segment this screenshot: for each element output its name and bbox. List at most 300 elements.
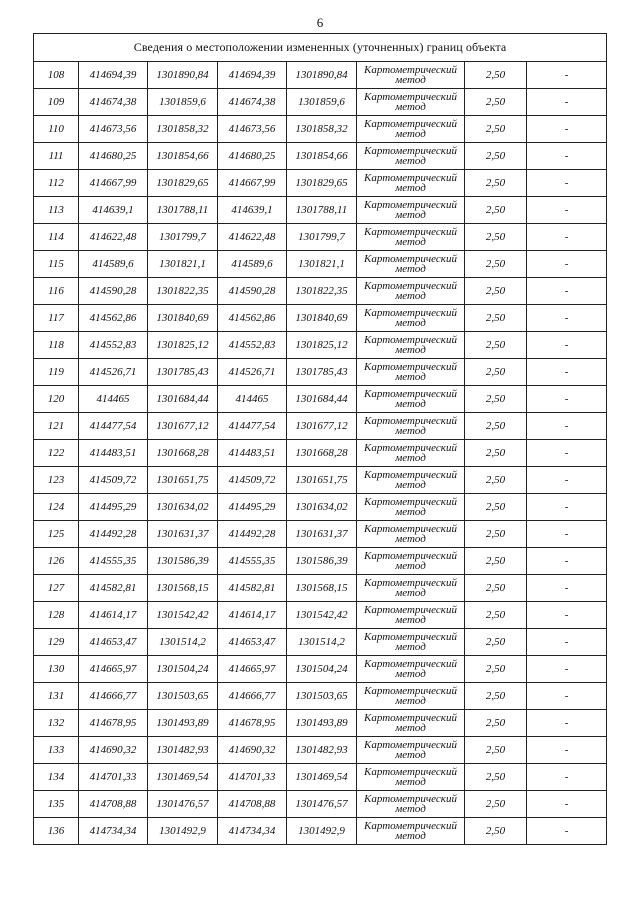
- accuracy-cell: 2,50: [465, 656, 527, 683]
- table-row: [34, 278, 607, 305]
- accuracy-cell: 2,50: [465, 629, 527, 656]
- accuracy-cell: 2,50: [465, 791, 527, 818]
- point-number-cell: 124: [34, 494, 79, 521]
- existing-y-cell: 1301469,54: [148, 764, 218, 791]
- method-cell: [357, 710, 465, 737]
- refined-x-cell: 414674,38: [218, 89, 287, 116]
- note-cell: -: [527, 818, 607, 845]
- existing-x-cell: 414622,48: [79, 224, 148, 251]
- method-cell: [357, 62, 465, 89]
- refined-y-cell: 1301788,11: [287, 197, 357, 224]
- point-number-cell: 126: [34, 548, 79, 575]
- existing-x-cell: 414465: [79, 386, 148, 413]
- existing-x-cell: 414673,56: [79, 116, 148, 143]
- method-cell: [357, 440, 465, 467]
- point-number-cell: 130: [34, 656, 79, 683]
- method-cell: [357, 143, 465, 170]
- existing-x-cell: 414590,28: [79, 278, 148, 305]
- note-cell: -: [527, 602, 607, 629]
- accuracy-cell: 2,50: [465, 413, 527, 440]
- table-row: [34, 332, 607, 359]
- method-cell: [357, 197, 465, 224]
- accuracy-cell: 2,50: [465, 467, 527, 494]
- refined-x-cell: 414492,28: [218, 521, 287, 548]
- refined-y-cell: 1301503,65: [287, 683, 357, 710]
- refined-x-cell: 414589,6: [218, 251, 287, 278]
- note-cell: -: [527, 143, 607, 170]
- existing-y-cell: 1301514,2: [148, 629, 218, 656]
- refined-y-cell: 1301840,69: [287, 305, 357, 332]
- existing-x-cell: 414526,71: [79, 359, 148, 386]
- accuracy-cell: 2,50: [465, 602, 527, 629]
- point-number-cell: 109: [34, 89, 79, 116]
- method-cell: [357, 548, 465, 575]
- refined-y-cell: 1301492,9: [287, 818, 357, 845]
- refined-x-cell: 414582,81: [218, 575, 287, 602]
- existing-x-cell: 414552,83: [79, 332, 148, 359]
- refined-x-cell: 414673,56: [218, 116, 287, 143]
- refined-x-cell: 414614,17: [218, 602, 287, 629]
- refined-x-cell: 414653,47: [218, 629, 287, 656]
- existing-y-cell: 1301840,69: [148, 305, 218, 332]
- existing-y-cell: 1301829,65: [148, 170, 218, 197]
- note-cell: -: [527, 386, 607, 413]
- refined-y-cell: 1301825,12: [287, 332, 357, 359]
- refined-y-cell: 1301586,39: [287, 548, 357, 575]
- table-row: [34, 89, 607, 116]
- refined-x-cell: 414622,48: [218, 224, 287, 251]
- refined-x-cell: 414708,88: [218, 791, 287, 818]
- existing-x-cell: 414678,95: [79, 710, 148, 737]
- note-cell: -: [527, 629, 607, 656]
- method-line-2: метод: [395, 749, 426, 761]
- existing-x-cell: 414734,34: [79, 818, 148, 845]
- note-cell: -: [527, 89, 607, 116]
- method-line-2: метод: [395, 290, 426, 302]
- table-row: [34, 116, 607, 143]
- table-row: [34, 737, 607, 764]
- method-line-2: метод: [395, 695, 426, 707]
- point-number-cell: 133: [34, 737, 79, 764]
- method-cell: [357, 359, 465, 386]
- method-line-1: Картометрический: [364, 388, 457, 400]
- table-row: [34, 170, 607, 197]
- existing-x-cell: 414639,1: [79, 197, 148, 224]
- refined-y-cell: 1301829,65: [287, 170, 357, 197]
- point-number-cell: 118: [34, 332, 79, 359]
- method-line-1: Картометрический: [364, 739, 457, 751]
- table-title: Сведения о местоположении измененных (уточненных) границ объекта: [34, 34, 607, 62]
- accuracy-cell: 2,50: [465, 548, 527, 575]
- table-row: [34, 575, 607, 602]
- method-line-1: Картометрический: [364, 442, 457, 454]
- point-number-cell: 131: [34, 683, 79, 710]
- method-cell: [357, 278, 465, 305]
- method-line-1: Картометрический: [364, 550, 457, 562]
- refined-y-cell: 1301785,43: [287, 359, 357, 386]
- point-number-cell: 111: [34, 143, 79, 170]
- point-number-cell: 120: [34, 386, 79, 413]
- method-cell: [357, 521, 465, 548]
- refined-y-cell: 1301677,12: [287, 413, 357, 440]
- table-row: [34, 197, 607, 224]
- refined-x-cell: 414665,97: [218, 656, 287, 683]
- point-number-cell: 115: [34, 251, 79, 278]
- note-cell: -: [527, 413, 607, 440]
- note-cell: -: [527, 197, 607, 224]
- accuracy-cell: 2,50: [465, 224, 527, 251]
- method-line-2: метод: [395, 209, 426, 221]
- method-line-2: метод: [395, 668, 426, 680]
- existing-x-cell: 414477,54: [79, 413, 148, 440]
- refined-y-cell: 1301799,7: [287, 224, 357, 251]
- existing-y-cell: 1301825,12: [148, 332, 218, 359]
- table-row: [34, 143, 607, 170]
- method-cell: [357, 791, 465, 818]
- method-line-2: метод: [395, 452, 426, 464]
- accuracy-cell: 2,50: [465, 818, 527, 845]
- note-cell: -: [527, 359, 607, 386]
- existing-y-cell: 1301788,11: [148, 197, 218, 224]
- existing-x-cell: 414690,32: [79, 737, 148, 764]
- existing-y-cell: 1301492,9: [148, 818, 218, 845]
- point-number-cell: 116: [34, 278, 79, 305]
- method-line-2: метод: [395, 506, 426, 518]
- table-row: [34, 62, 607, 89]
- refined-y-cell: 1301859,6: [287, 89, 357, 116]
- refined-y-cell: 1301651,75: [287, 467, 357, 494]
- accuracy-cell: 2,50: [465, 251, 527, 278]
- accuracy-cell: 2,50: [465, 737, 527, 764]
- accuracy-cell: 2,50: [465, 359, 527, 386]
- method-cell: [357, 116, 465, 143]
- point-number-cell: 117: [34, 305, 79, 332]
- method-line-1: Картометрический: [364, 631, 457, 643]
- table-row: [34, 764, 607, 791]
- note-cell: -: [527, 467, 607, 494]
- accuracy-cell: 2,50: [465, 440, 527, 467]
- method-cell: [357, 764, 465, 791]
- point-number-cell: 125: [34, 521, 79, 548]
- existing-x-cell: 414555,35: [79, 548, 148, 575]
- point-number-cell: 128: [34, 602, 79, 629]
- existing-x-cell: 414483,51: [79, 440, 148, 467]
- existing-y-cell: 1301493,89: [148, 710, 218, 737]
- method-cell: [357, 170, 465, 197]
- existing-y-cell: 1301822,35: [148, 278, 218, 305]
- existing-y-cell: 1301854,66: [148, 143, 218, 170]
- method-line-2: метод: [395, 533, 426, 545]
- existing-y-cell: 1301476,57: [148, 791, 218, 818]
- method-line-1: Картометрический: [364, 199, 457, 211]
- existing-x-cell: 414680,25: [79, 143, 148, 170]
- method-line-2: метод: [395, 614, 426, 626]
- table-row: [34, 359, 607, 386]
- table-row: [34, 467, 607, 494]
- method-line-2: метод: [395, 128, 426, 140]
- existing-y-cell: 1301542,42: [148, 602, 218, 629]
- existing-y-cell: 1301799,7: [148, 224, 218, 251]
- refined-y-cell: 1301684,44: [287, 386, 357, 413]
- table-row: [34, 413, 607, 440]
- refined-x-cell: 414590,28: [218, 278, 287, 305]
- refined-x-cell: 414701,33: [218, 764, 287, 791]
- method-cell: [357, 818, 465, 845]
- method-line-2: метод: [395, 587, 426, 599]
- method-cell: [357, 629, 465, 656]
- note-cell: -: [527, 683, 607, 710]
- refined-y-cell: 1301482,93: [287, 737, 357, 764]
- method-line-1: Картометрический: [364, 334, 457, 346]
- refined-x-cell: 414526,71: [218, 359, 287, 386]
- method-line-1: Картометрический: [364, 523, 457, 535]
- existing-y-cell: 1301684,44: [148, 386, 218, 413]
- point-number-cell: 136: [34, 818, 79, 845]
- method-line-1: Картометрический: [364, 226, 457, 238]
- existing-x-cell: 414694,39: [79, 62, 148, 89]
- method-line-1: Картометрический: [364, 577, 457, 589]
- method-line-2: метод: [395, 74, 426, 86]
- existing-y-cell: 1301503,65: [148, 683, 218, 710]
- method-line-1: Картометрический: [364, 415, 457, 427]
- refined-x-cell: 414495,29: [218, 494, 287, 521]
- point-number-cell: 121: [34, 413, 79, 440]
- accuracy-cell: 2,50: [465, 764, 527, 791]
- existing-x-cell: 414495,29: [79, 494, 148, 521]
- method-line-2: метод: [395, 182, 426, 194]
- method-line-2: метод: [395, 371, 426, 383]
- method-line-1: Картометрический: [364, 145, 457, 157]
- existing-y-cell: 1301859,6: [148, 89, 218, 116]
- note-cell: -: [527, 278, 607, 305]
- table-row: [34, 629, 607, 656]
- refined-x-cell: 414483,51: [218, 440, 287, 467]
- refined-y-cell: 1301668,28: [287, 440, 357, 467]
- method-line-2: метод: [395, 236, 426, 248]
- method-cell: [357, 224, 465, 251]
- method-line-2: метод: [395, 722, 426, 734]
- table-body: [34, 62, 607, 845]
- method-cell: [357, 683, 465, 710]
- method-line-2: метод: [395, 641, 426, 653]
- existing-y-cell: 1301504,24: [148, 656, 218, 683]
- accuracy-cell: 2,50: [465, 170, 527, 197]
- existing-y-cell: 1301785,43: [148, 359, 218, 386]
- accuracy-cell: 2,50: [465, 143, 527, 170]
- method-cell: [357, 494, 465, 521]
- point-number-cell: 108: [34, 62, 79, 89]
- note-cell: -: [527, 575, 607, 602]
- table-row: [34, 656, 607, 683]
- refined-x-cell: 414465: [218, 386, 287, 413]
- point-number-cell: 129: [34, 629, 79, 656]
- point-number-cell: 135: [34, 791, 79, 818]
- refined-x-cell: 414552,83: [218, 332, 287, 359]
- point-number-cell: 114: [34, 224, 79, 251]
- table-row: [34, 224, 607, 251]
- method-cell: [357, 305, 465, 332]
- table-title-row: [34, 34, 607, 62]
- table-row: [34, 710, 607, 737]
- point-number-cell: 113: [34, 197, 79, 224]
- refined-x-cell: 414666,77: [218, 683, 287, 710]
- method-line-2: метод: [395, 101, 426, 113]
- page-number: 6: [316, 15, 324, 30]
- point-number-cell: 122: [34, 440, 79, 467]
- note-cell: -: [527, 116, 607, 143]
- method-line-1: Картометрический: [364, 307, 457, 319]
- refined-y-cell: 1301568,15: [287, 575, 357, 602]
- existing-y-cell: 1301482,93: [148, 737, 218, 764]
- method-line-1: Картометрический: [364, 685, 457, 697]
- existing-y-cell: 1301858,32: [148, 116, 218, 143]
- refined-y-cell: 1301542,42: [287, 602, 357, 629]
- note-cell: -: [527, 494, 607, 521]
- method-line-2: метод: [395, 155, 426, 167]
- table-row: [34, 521, 607, 548]
- table-row: [34, 818, 607, 845]
- note-cell: -: [527, 170, 607, 197]
- method-line-1: Картометрический: [364, 604, 457, 616]
- refined-x-cell: 414477,54: [218, 413, 287, 440]
- point-number-cell: 134: [34, 764, 79, 791]
- existing-x-cell: 414674,38: [79, 89, 148, 116]
- refined-y-cell: 1301493,89: [287, 710, 357, 737]
- note-cell: -: [527, 656, 607, 683]
- table-row: [34, 305, 607, 332]
- accuracy-cell: 2,50: [465, 521, 527, 548]
- refined-x-cell: 414639,1: [218, 197, 287, 224]
- existing-x-cell: 414509,72: [79, 467, 148, 494]
- existing-y-cell: 1301568,15: [148, 575, 218, 602]
- note-cell: -: [527, 62, 607, 89]
- method-line-1: Картометрический: [364, 766, 457, 778]
- table-row: [34, 440, 607, 467]
- refined-x-cell: 414690,32: [218, 737, 287, 764]
- existing-x-cell: 414582,81: [79, 575, 148, 602]
- method-line-2: метод: [395, 560, 426, 572]
- note-cell: -: [527, 440, 607, 467]
- method-line-1: Картометрический: [364, 658, 457, 670]
- method-line-1: Картометрический: [364, 91, 457, 103]
- method-cell: [357, 737, 465, 764]
- point-number-cell: 119: [34, 359, 79, 386]
- refined-x-cell: 414509,72: [218, 467, 287, 494]
- refined-y-cell: 1301469,54: [287, 764, 357, 791]
- refined-y-cell: 1301858,32: [287, 116, 357, 143]
- refined-x-cell: 414734,34: [218, 818, 287, 845]
- method-line-1: Картометрический: [364, 496, 457, 508]
- method-cell: [357, 89, 465, 116]
- existing-x-cell: 414562,86: [79, 305, 148, 332]
- refined-y-cell: 1301476,57: [287, 791, 357, 818]
- refined-x-cell: 414680,25: [218, 143, 287, 170]
- existing-x-cell: 414667,99: [79, 170, 148, 197]
- point-number-cell: 112: [34, 170, 79, 197]
- existing-x-cell: 414614,17: [79, 602, 148, 629]
- existing-y-cell: 1301668,28: [148, 440, 218, 467]
- method-line-1: Картометрический: [364, 64, 457, 76]
- method-cell: [357, 602, 465, 629]
- method-line-2: метод: [395, 344, 426, 356]
- accuracy-cell: 2,50: [465, 683, 527, 710]
- method-line-1: Картометрический: [364, 820, 457, 832]
- note-cell: -: [527, 548, 607, 575]
- method-line-2: метод: [395, 479, 426, 491]
- refined-x-cell: 414555,35: [218, 548, 287, 575]
- note-cell: -: [527, 224, 607, 251]
- accuracy-cell: 2,50: [465, 305, 527, 332]
- accuracy-cell: 2,50: [465, 278, 527, 305]
- accuracy-cell: 2,50: [465, 332, 527, 359]
- existing-x-cell: 414665,97: [79, 656, 148, 683]
- refined-x-cell: 414694,39: [218, 62, 287, 89]
- note-cell: -: [527, 521, 607, 548]
- note-cell: -: [527, 251, 607, 278]
- point-number-cell: 132: [34, 710, 79, 737]
- method-line-2: метод: [395, 263, 426, 275]
- method-line-1: Картометрический: [364, 280, 457, 292]
- existing-x-cell: 414708,88: [79, 791, 148, 818]
- method-line-2: метод: [395, 398, 426, 410]
- refined-y-cell: 1301634,02: [287, 494, 357, 521]
- existing-y-cell: 1301677,12: [148, 413, 218, 440]
- point-number-cell: 123: [34, 467, 79, 494]
- accuracy-cell: 2,50: [465, 710, 527, 737]
- refined-y-cell: 1301890,84: [287, 62, 357, 89]
- refined-y-cell: 1301631,37: [287, 521, 357, 548]
- point-number-cell: 110: [34, 116, 79, 143]
- table-row: [34, 386, 607, 413]
- accuracy-cell: 2,50: [465, 116, 527, 143]
- accuracy-cell: 2,50: [465, 89, 527, 116]
- refined-x-cell: 414562,86: [218, 305, 287, 332]
- method-line-1: Картометрический: [364, 712, 457, 724]
- existing-x-cell: 414653,47: [79, 629, 148, 656]
- method-cell: [357, 575, 465, 602]
- table-row: [34, 602, 607, 629]
- note-cell: -: [527, 737, 607, 764]
- method-line-2: метод: [395, 425, 426, 437]
- accuracy-cell: 2,50: [465, 575, 527, 602]
- refined-y-cell: 1301821,1: [287, 251, 357, 278]
- method-line-1: Картометрический: [364, 793, 457, 805]
- note-cell: -: [527, 332, 607, 359]
- refined-y-cell: 1301504,24: [287, 656, 357, 683]
- table-row: [34, 683, 607, 710]
- existing-y-cell: 1301821,1: [148, 251, 218, 278]
- existing-x-cell: 414666,77: [79, 683, 148, 710]
- table-row: [34, 548, 607, 575]
- method-cell: [357, 386, 465, 413]
- accuracy-cell: 2,50: [465, 62, 527, 89]
- refined-x-cell: 414678,95: [218, 710, 287, 737]
- table-row: [34, 791, 607, 818]
- method-line-1: Картометрический: [364, 118, 457, 130]
- method-cell: [357, 656, 465, 683]
- existing-y-cell: 1301890,84: [148, 62, 218, 89]
- table-row: [34, 494, 607, 521]
- method-cell: [357, 413, 465, 440]
- method-line-2: метод: [395, 803, 426, 815]
- refined-y-cell: 1301822,35: [287, 278, 357, 305]
- existing-x-cell: 414701,33: [79, 764, 148, 791]
- method-line-1: Картометрический: [364, 253, 457, 265]
- existing-y-cell: 1301651,75: [148, 467, 218, 494]
- refined-y-cell: 1301514,2: [287, 629, 357, 656]
- method-cell: [357, 332, 465, 359]
- table-row: [34, 251, 607, 278]
